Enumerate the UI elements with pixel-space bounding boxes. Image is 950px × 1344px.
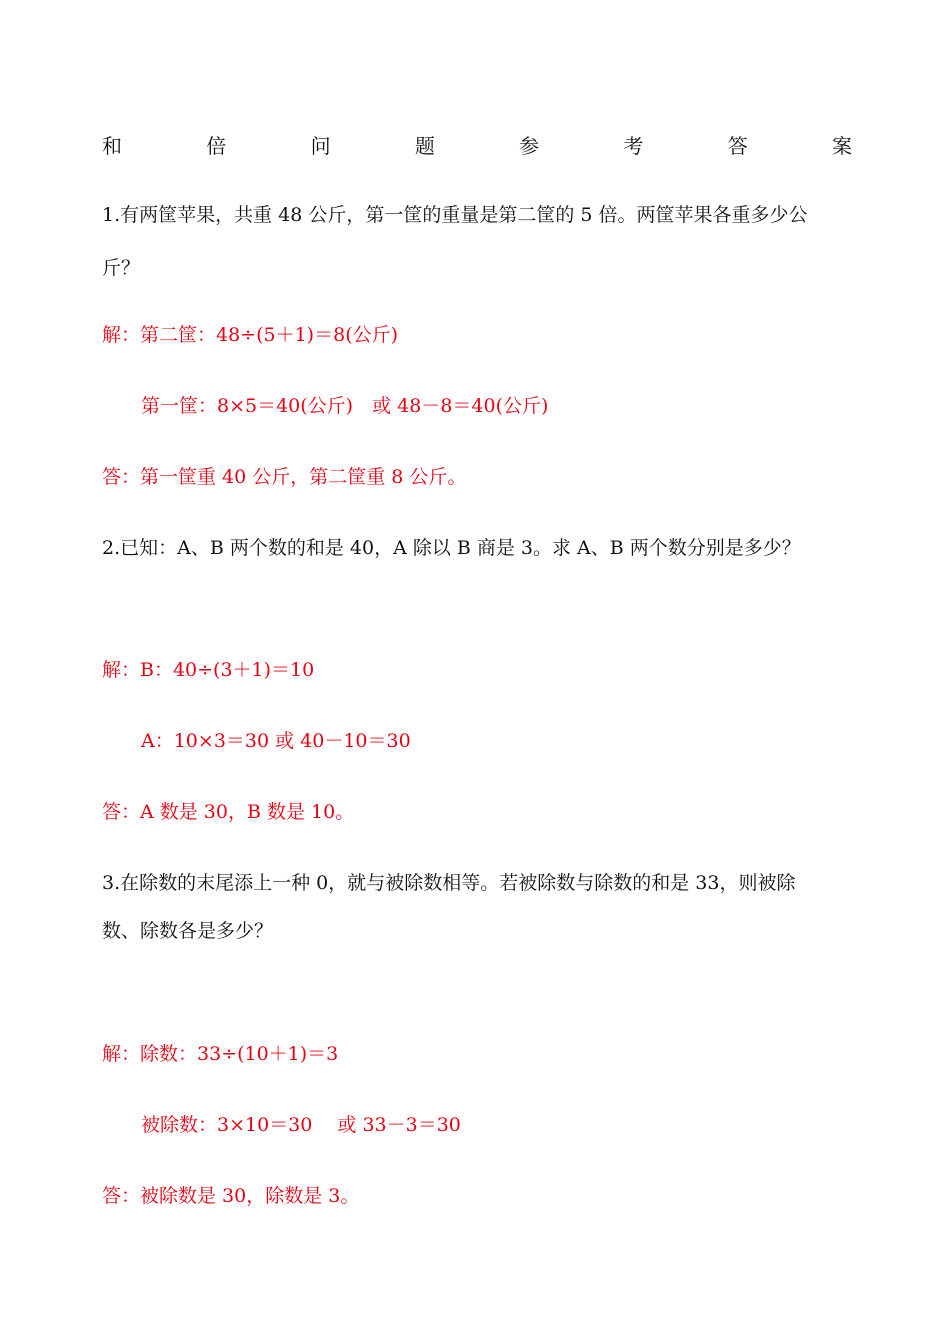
q1-question-line2: 斤？ — [102, 257, 141, 279]
q3-solution-line2: 被除数：3×10＝30 或 33－3＝30 — [141, 1114, 461, 1136]
q1-answer: 答：第一筐重 40 公斤，第二筐重 8 公斤。 — [102, 466, 467, 488]
q1-solution-line1: 解：第二筐：48÷(5＋1)＝8(公斤) — [102, 324, 399, 346]
q2-question-line1: 2.已知：A、B 两个数的和是 40，A 除以 B 商是 3。求 A、B 两个数分别是多少？ — [102, 537, 801, 559]
q3-question-line2: 数、除数各是多少？ — [102, 920, 274, 942]
title-char: 参 — [519, 133, 540, 158]
title-char: 答 — [727, 133, 748, 158]
q2-solution-line2: A：10×3＝30 或 40－10＝30 — [141, 730, 411, 752]
page-title — [102, 130, 852, 158]
title-char: 倍 — [206, 133, 227, 158]
q1-question-line1: 1.有两筐苹果，共重 48 公斤，第一筐的重量是第二筐的 5 倍。两筐苹果各重多少公 — [102, 204, 808, 226]
q3-solution-line1: 解：除数：33÷(10＋1)＝3 — [102, 1043, 339, 1065]
q2-answer: 答：A 数是 30，B 数是 10。 — [102, 801, 355, 823]
title-char: 题 — [414, 133, 435, 158]
title-char: 案 — [831, 133, 852, 158]
q3-question-line1: 3.在除数的末尾添上一种 0，就与被除数相等。若被除数与除数的和是 33，则被除 — [102, 872, 796, 894]
title-char: 问 — [310, 133, 331, 158]
q1-solution-line2: 第一筐：8×5＝40(公斤) 或 48－8＝40(公斤) — [141, 395, 549, 417]
title-char: 考 — [623, 133, 644, 158]
q2-solution-line1: 解：B：40÷(3＋1)＝10 — [102, 659, 315, 681]
title-char: 和 — [102, 133, 122, 158]
q3-answer: 答：被除数是 30，除数是 3。 — [102, 1185, 360, 1207]
